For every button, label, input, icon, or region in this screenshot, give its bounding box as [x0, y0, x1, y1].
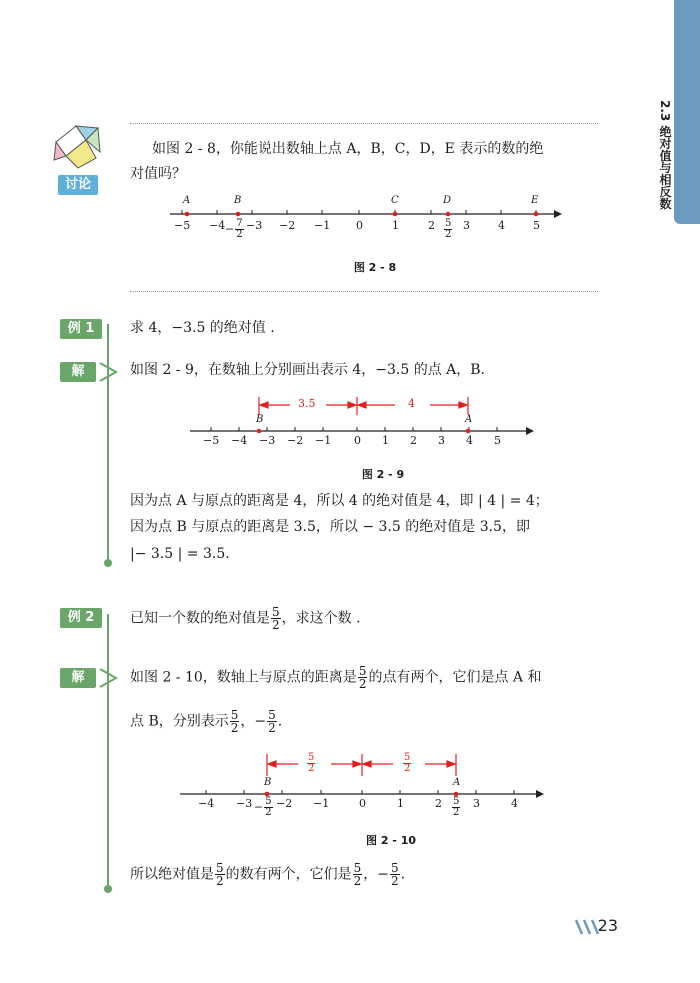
solution-1-line3: 因为点 B 与原点的距离是 3.5，所以 − 3.5 的绝对值是 3.5，即 — [130, 519, 530, 535]
page-number: 23 — [597, 916, 618, 935]
solution-2-badge: 解 — [60, 668, 96, 688]
tick-label: −3 — [236, 797, 253, 810]
figure-caption: 图 2 - 9 — [361, 468, 405, 481]
divider — [130, 291, 598, 292]
number-line-fig-2-8 — [170, 194, 565, 244]
example-1-question: 求 4，−3.5 的绝对值 . — [130, 320, 275, 336]
number-line-fig-2-9 — [190, 393, 540, 453]
tick-label: 0 — [356, 219, 363, 232]
example-1-badge: 例 1 — [60, 319, 102, 339]
example-2-bar — [107, 614, 109, 888]
tick-label: −2 — [276, 797, 293, 810]
tick-label: 3 — [438, 434, 445, 447]
tick-label: 4 — [511, 797, 518, 810]
tick-label: −1 — [314, 219, 331, 232]
tick-label: 4 — [466, 434, 473, 447]
fraction-label: − $\frac{5}{2}$ — [254, 796, 272, 818]
discussion-text-line1: 如图 2 - 8，你能说出数轴上点 A，B，C，D，E 表示的数的绝 — [152, 141, 544, 157]
distance-label-left: 3.5 — [298, 397, 316, 410]
tick-label: −5 — [174, 219, 191, 232]
point-label-e: E — [531, 195, 539, 206]
point-label-c: C — [391, 195, 399, 206]
tick-label: −2 — [279, 219, 296, 232]
tick-label: −1 — [313, 797, 330, 810]
discussion-icon — [52, 122, 104, 172]
solution-1-badge: 解 — [60, 362, 96, 382]
fraction-label: $\frac{5}{2}$ — [445, 218, 452, 240]
figure-caption: 图 2 - 10 — [365, 834, 416, 847]
tick-label: 0 — [359, 797, 366, 810]
distance-label-left: $\frac{5}{2}$ — [308, 752, 315, 774]
tick-label: −4 — [231, 434, 248, 447]
tick-label: 5 — [494, 434, 501, 447]
divider — [130, 123, 598, 124]
solution-1-line1: 如图 2 - 9，在数轴上分别画出表示 4，−3.5 的点 A，B. — [130, 362, 485, 378]
solution-1-line4: |− 3.5 | = 3.5. — [130, 546, 230, 562]
tick-label: −3 — [246, 219, 263, 232]
point-label-d: D — [443, 195, 452, 206]
tick-label: 1 — [382, 434, 389, 447]
solution-2-line1: 如图 2 - 10，数轴上与原点的距离是 $\frac{5}{2}$ 的点有两个，它们是点 A 和 — [130, 664, 542, 691]
tick-label: 5 — [533, 219, 540, 232]
number-line-fig-2-10 — [180, 750, 550, 822]
tick-label: 1 — [392, 219, 399, 232]
tick-label: 2 — [410, 434, 417, 447]
discussion-badge: 讨论 — [58, 175, 98, 195]
tick-label: −1 — [315, 434, 332, 447]
tick-label: 2 — [428, 219, 435, 232]
solution-arrow-icon — [96, 665, 122, 695]
distance-label-right: 4 — [408, 397, 415, 410]
tick-label: 3 — [463, 219, 470, 232]
tick-label: 1 — [397, 797, 404, 810]
point-label-a: A — [465, 414, 473, 425]
tick-label: 2 — [435, 797, 442, 810]
section-title: 2.3 绝对值与相反数 — [658, 100, 672, 210]
distance-label-right: $\frac{5}{2}$ — [404, 752, 411, 774]
tick-label: 0 — [354, 434, 361, 447]
bar-end-dot — [104, 885, 112, 893]
point-label-a: A — [183, 195, 191, 206]
tick-label: 4 — [498, 219, 505, 232]
example-2-question: 已知一个数的绝对值是 $\frac{5}{2}$ ，求这个数 . — [130, 605, 361, 632]
point-label-b: B — [256, 414, 264, 425]
solution-arrow-icon — [96, 359, 122, 389]
tick-label: −5 — [203, 434, 220, 447]
chapter-tab — [674, 0, 700, 224]
point-label-b: B — [264, 777, 272, 788]
tick-label: −3 — [259, 434, 276, 447]
example-2-badge: 例 2 — [60, 608, 102, 628]
point-label-a: A — [453, 777, 461, 788]
point-label-b: B — [234, 195, 242, 206]
tick-label: −4 — [209, 219, 226, 232]
solution-2-line2: 点 B，分别表示 $\frac{5}{2}$ ，− $\frac{5}{2}$ . — [130, 708, 283, 735]
fraction-label: $\frac{5}{2}$ — [453, 796, 460, 818]
discussion-text-line2: 对值吗？ — [130, 166, 186, 182]
solution-1-line2: 因为点 A 与原点的距离是 4，所以 4 的绝对值是 4，即 | 4 | = 4； — [130, 493, 549, 509]
figure-caption: 图 2 - 8 — [353, 261, 397, 274]
fraction-label: − $\frac{7}{2}$ — [225, 218, 243, 240]
tick-label: −2 — [287, 434, 304, 447]
conclusion-line: 所以绝对值是 $\frac{5}{2}$ 的数有两个，它们是 $\frac{5}{2}$ ，− $\frac{5}{2}$ . — [130, 861, 406, 888]
bar-end-dot — [104, 559, 112, 567]
tick-label: 3 — [473, 797, 480, 810]
tick-label: −4 — [198, 797, 215, 810]
